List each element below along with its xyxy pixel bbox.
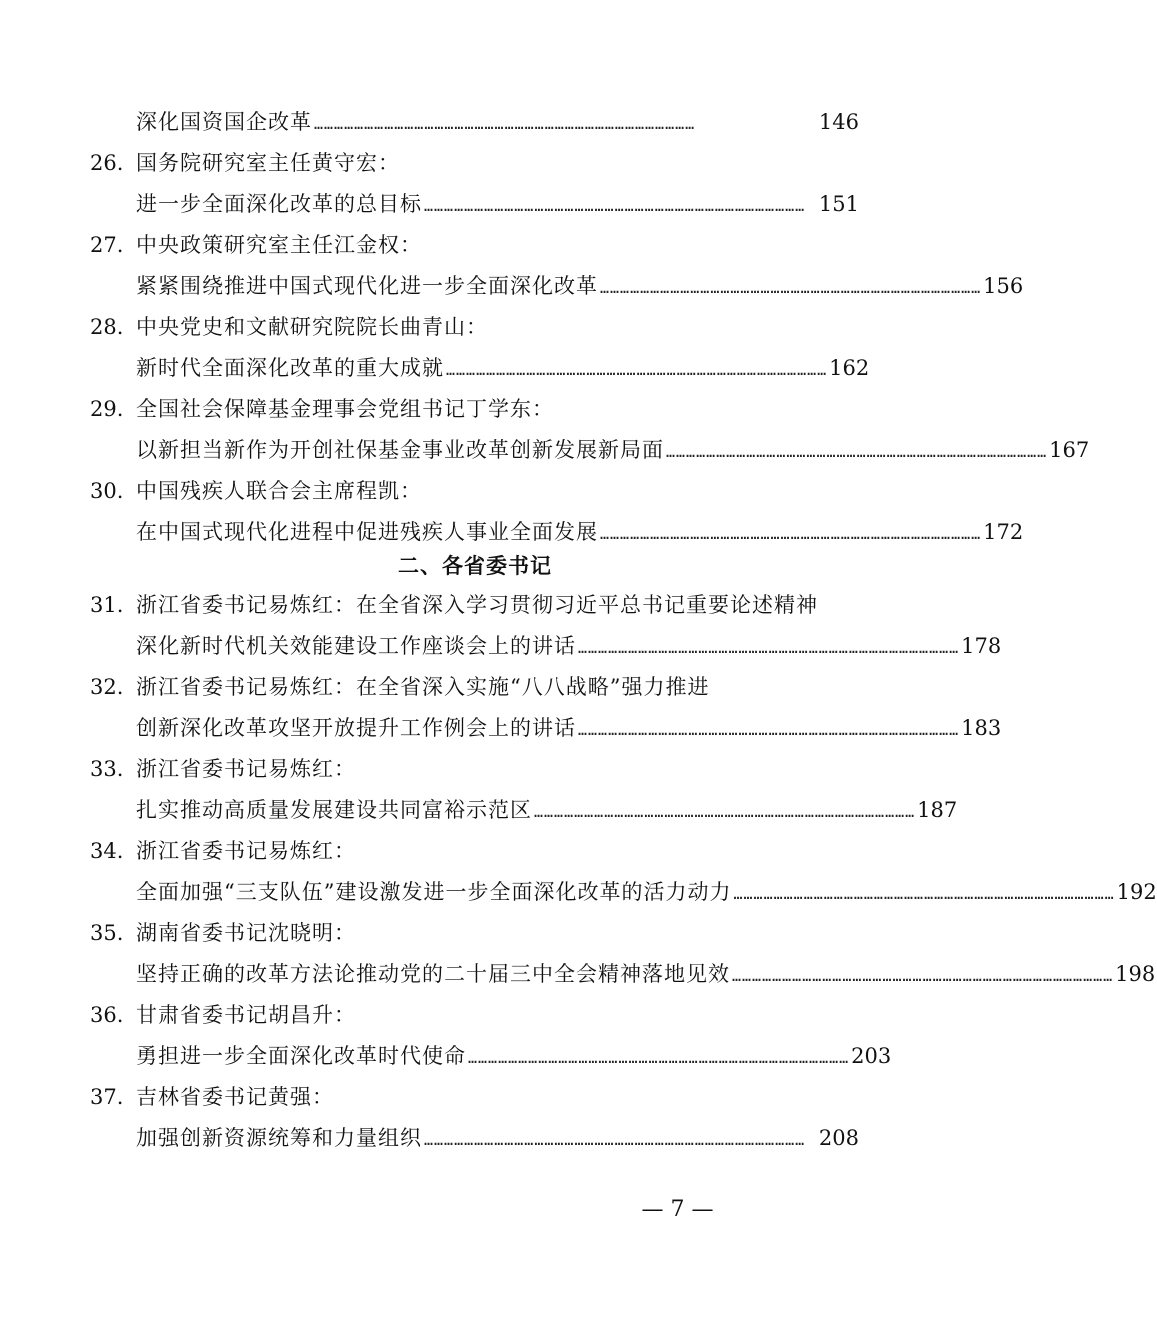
toc-entry-29-title-line xyxy=(0,430,1090,470)
toc-number: 29. xyxy=(90,397,124,421)
toc-speaker: 浙江省委书记易炼红： xyxy=(136,839,356,863)
toc-entry-27-title-line xyxy=(0,266,1024,306)
toc-speaker: 吉林省委书记黄强： xyxy=(136,1085,334,1109)
leader-dots: …………………………………………………………………………………………………… xyxy=(424,1131,806,1149)
toc-title: 新时代全面深化改革的重大成就 xyxy=(136,356,444,380)
section-heading: 二、各省委书记 xyxy=(398,554,552,578)
toc-page: 198 xyxy=(1115,962,1156,986)
toc-entry[interactable] xyxy=(136,266,1024,306)
toc-number: 36. xyxy=(90,1003,124,1027)
toc-entry-33-title-line xyxy=(0,790,958,830)
toc-page: 172 xyxy=(983,520,1024,544)
toc-page: 192 xyxy=(1116,880,1157,904)
toc-entry-34-speaker-line xyxy=(0,831,950,871)
toc-number: 37. xyxy=(90,1085,124,1109)
toc-title: 以新担当新作为开创社保基金事业改革创新发展新局面 xyxy=(136,438,664,462)
toc-entry-33-speaker-line xyxy=(0,749,950,789)
toc-entry[interactable] xyxy=(136,102,859,142)
leader-dots: …………………………………………………………………………………………………… xyxy=(600,525,982,543)
toc-title: 深化国资国企改革 xyxy=(136,110,312,134)
leader-dots: …………………………………………………………………………………………………… xyxy=(666,443,1048,461)
toc-page: 151 xyxy=(818,192,859,216)
toc-speaker: 国务院研究室主任黄守宏： xyxy=(136,151,400,175)
toc-entry-26-title-line xyxy=(0,184,950,224)
toc-entry-27-speaker-line xyxy=(0,225,950,265)
toc-entry-37-speaker-line xyxy=(0,1077,950,1117)
toc-entry[interactable] xyxy=(136,1118,859,1158)
toc-page: 167 xyxy=(1049,438,1090,462)
toc-speaker: 全国社会保障基金理事会党组书记丁学东： xyxy=(136,397,554,421)
toc-number: 34. xyxy=(90,839,124,863)
toc-entry-29-speaker-line xyxy=(0,389,950,429)
toc-entry-36-title-line xyxy=(0,1036,950,1076)
toc-page: 146 xyxy=(818,110,859,134)
leader-dots: …………………………………………………………………………………………………… xyxy=(314,115,696,133)
toc-entry-36-speaker-line xyxy=(0,995,950,1035)
toc-title: 勇担进一步全面深化改革时代使命 xyxy=(136,1044,466,1068)
toc-speaker: 浙江省委书记易炼红：在全省深入学习贯彻习近平总书记重要论述精神 xyxy=(136,593,818,617)
toc-entry[interactable] xyxy=(136,430,1090,470)
leader-dots: …………………………………………………………………………………………………… xyxy=(468,1049,850,1067)
toc-page: 187 xyxy=(917,798,958,822)
toc-number: 35. xyxy=(90,921,124,945)
toc-entry[interactable] xyxy=(136,626,1002,666)
toc-speaker: 浙江省委书记易炼红： xyxy=(136,757,356,781)
toc-entry-28-title-line xyxy=(0,348,950,388)
toc-speaker: 中央政策研究室主任江金权： xyxy=(136,233,422,257)
toc-title: 加强创新资源统筹和力量组织 xyxy=(136,1126,422,1150)
leader-dots: …………………………………………………………………………………………………… xyxy=(424,197,806,215)
toc-speaker: 中央党史和文献研究院院长曲青山： xyxy=(136,315,488,339)
toc-page: 203 xyxy=(851,1044,892,1068)
toc-entry-26-speaker-line xyxy=(0,143,950,183)
toc-title: 在中国式现代化进程中促进残疾人事业全面发展 xyxy=(136,520,598,544)
toc-entry-28-speaker-line xyxy=(0,307,950,347)
toc-number: 31. xyxy=(90,593,124,617)
toc-entry[interactable] xyxy=(136,790,958,830)
toc-number: 32. xyxy=(90,675,124,699)
toc-entry-31-speaker-line xyxy=(0,585,950,625)
toc-title: 坚持正确的改革方法论推动党的二十届三中全会精神落地见效 xyxy=(136,962,730,986)
leader-dots: …………………………………………………………………………………………………… xyxy=(534,803,916,821)
toc-page: 208 xyxy=(818,1126,859,1150)
toc-entry-25-title-line xyxy=(0,102,950,142)
toc-number: 30. xyxy=(90,479,124,503)
leader-dots: …………………………………………………………………………………………………… xyxy=(732,967,1114,985)
toc-title: 全面加强“三支队伍”建设激发进一步全面深化改革的活力动力 xyxy=(136,880,732,904)
toc-entry-30-speaker-line xyxy=(0,471,950,511)
toc-speaker: 中国残疾人联合会主席程凯： xyxy=(136,479,422,503)
toc-entry-32-title-line xyxy=(0,708,1002,748)
toc-entry-34-title-line xyxy=(0,872,1157,912)
toc-page: 178 xyxy=(961,634,1002,658)
toc-number: 26. xyxy=(90,151,124,175)
toc-number: 27. xyxy=(90,233,124,257)
toc-title: 紧紧围绕推进中国式现代化进一步全面深化改革 xyxy=(136,274,598,298)
leader-dots: …………………………………………………………………………………………………… xyxy=(733,885,1115,903)
leader-dots: …………………………………………………………………………………………………… xyxy=(578,639,960,657)
toc-title: 创新深化改革攻坚开放提升工作例会上的讲话 xyxy=(136,716,576,740)
toc-entry-31-title-line xyxy=(0,626,1002,666)
toc-page: 162 xyxy=(829,356,870,380)
toc-speaker: 浙江省委书记易炼红：在全省深入实施“八八战略”强力推进 xyxy=(136,675,710,699)
toc-entry[interactable] xyxy=(136,708,1002,748)
toc-number: 28. xyxy=(90,315,124,339)
toc-entry[interactable] xyxy=(136,1036,892,1076)
toc-entry[interactable] xyxy=(136,184,859,224)
toc-title: 深化新时代机关效能建设工作座谈会上的讲话 xyxy=(136,634,576,658)
toc-entry-37-title-line xyxy=(0,1118,950,1158)
toc-title: 扎实推动高质量发展建设共同富裕示范区 xyxy=(136,798,532,822)
toc-entry-35-speaker-line xyxy=(0,913,950,953)
toc-speaker: 湖南省委书记沈晓明： xyxy=(136,921,356,945)
toc-number: 33. xyxy=(90,757,124,781)
toc-entry[interactable] xyxy=(136,872,1157,912)
toc-page: 156 xyxy=(983,274,1024,298)
toc-entry-35-title-line xyxy=(0,954,1156,994)
toc-title: 进一步全面深化改革的总目标 xyxy=(136,192,422,216)
leader-dots: …………………………………………………………………………………………………… xyxy=(578,721,960,739)
leader-dots: …………………………………………………………………………………………………… xyxy=(600,279,982,297)
toc-entry[interactable] xyxy=(136,954,1156,994)
toc-entry-32-speaker-line xyxy=(0,667,950,707)
page-number: — 7 — xyxy=(641,1197,714,1222)
toc-page: 183 xyxy=(961,716,1002,740)
toc-entry[interactable] xyxy=(136,348,870,388)
toc-speaker: 甘肃省委书记胡昌升： xyxy=(136,1003,356,1027)
leader-dots: …………………………………………………………………………………………………… xyxy=(446,361,828,379)
